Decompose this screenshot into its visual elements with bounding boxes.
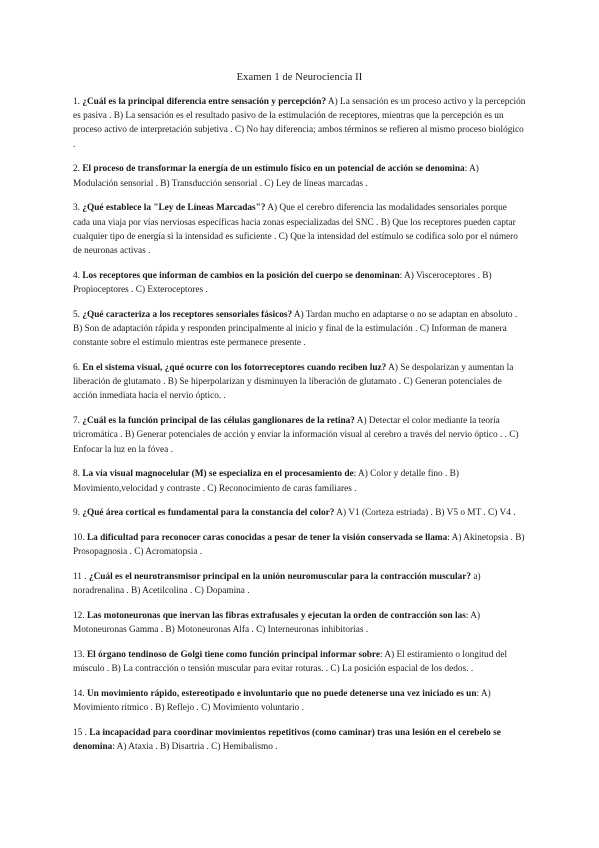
question-separator: .	[82, 533, 87, 544]
question-answers: : A) Movimiento rítmico . B) Reflejo . C) Movimiento voluntario .	[73, 689, 491, 714]
question-item	[73, 648, 526, 676]
question-number: 7	[73, 416, 78, 427]
question-item	[73, 361, 526, 404]
question-separator: .	[82, 728, 90, 739]
question-separator: .	[82, 689, 87, 700]
question-stem: ¿Qué caracteriza a los receptores sensoriales fásicos?	[82, 309, 293, 320]
question-answers: : A) Ataxia . B) Disartria . C) Hemibalismo .	[112, 742, 278, 753]
question-separator: .	[77, 508, 83, 519]
question-separator: .	[77, 416, 83, 427]
question-number: 1	[73, 97, 78, 107]
question-item	[73, 201, 526, 258]
question-stem: Los receptores que informan de cambios en la posición del cuerpo se denominan	[82, 270, 400, 281]
question-separator: .	[77, 203, 83, 214]
question-item	[73, 570, 526, 598]
question-answers: A) Tardan mucho en adaptarse o no se adaptan en absoluto . B) Son de adaptación rápida y responden principalmente al inicio y final de la estimulación . C) Informan de manera constante sobre el estímulo mientras este permanece presente .	[73, 309, 518, 349]
question-number: 9	[73, 508, 78, 519]
question-item	[73, 687, 526, 715]
question-answers: : A) Akinetopsia . B) Prosopagnosia . C) Acromatopsia .	[73, 533, 525, 558]
question-stem: ¿Qué establece la "Ley de Líneas Marcadas"?	[82, 203, 266, 214]
question-number: 8	[73, 469, 78, 480]
question-number: 13	[73, 650, 83, 661]
question-number: 15	[73, 728, 83, 739]
question-stem: El órgano tendinoso de Golgi tiene como función principal informar sobre	[86, 650, 380, 661]
question-item	[73, 308, 526, 351]
question-answers: : A) Modulación sensorial . B) Transducción sensorial . C) Ley de líneas marcadas .	[73, 164, 479, 189]
question-stem: En el sistema visual, ¿qué ocurre con los fotorreceptores cuando reciben luz?	[82, 363, 387, 374]
question-separator: .	[77, 270, 83, 281]
question-item	[73, 269, 526, 297]
question-number: 11	[73, 572, 82, 583]
question-stem: ¿Cuál es la función principal de las células ganglionares de la retina?	[82, 416, 355, 427]
question-separator: .	[77, 363, 83, 374]
question-item	[73, 726, 526, 754]
question-item	[73, 506, 526, 520]
question-stem: Un movimiento rápido, estereotipado e involuntario que no puede detenerse una vez iniciado es un	[86, 689, 477, 700]
question-separator: .	[77, 309, 83, 320]
question-stem: ¿Cuál es el neurotransmisor principal en la unión neuromuscular para la contracción muscular?	[88, 572, 471, 583]
question-answers: A) V1 (Corteza estriada) . B) V5 o MT . C) V4 .	[334, 508, 516, 519]
question-number: 10	[73, 533, 83, 544]
question-separator: .	[81, 572, 89, 583]
question-stem: ¿Qué área cortical es fundamental para la constancia del color?	[82, 508, 335, 519]
question-list	[73, 95, 526, 755]
question-stem: El proceso de transformar la energía de un estímulo físico en un potencial de acción se denomina	[82, 164, 465, 175]
question-item	[73, 531, 526, 559]
question-answers: A) La sensación es un proceso activo y la percepción es pasiva . B) La sensación es el resultado pasivo de la estimulación de receptores, mientras que la percepción es un proceso activo de interpretación subjetiva . C) No hay diferencia; ambos términos se refieren al mismo proceso biológico .	[73, 97, 526, 150]
question-number: 3	[73, 203, 78, 214]
question-answers: : A) Visceroceptores . B) Propioceptores . C) Exteroceptores .	[73, 270, 492, 296]
question-answers: : A) El estiramiento o longitud del músculo . B) La contracción o tensión muscular para evitar roturas. . C) La posición espacial de los dedos. .	[73, 650, 508, 675]
question-separator: .	[77, 97, 83, 107]
question-item	[73, 95, 526, 152]
question-stem: Las motoneuronas que inervan las fibras extrafusales y ejecutan la orden de contracción son las	[86, 611, 466, 622]
question-stem: La vía visual magnocelular (M) se especializa en el procesamiento de	[82, 469, 354, 480]
question-separator: .	[82, 650, 87, 661]
question-answers: : A) Motoneuronas Gamma . B) Motoneuronas Alfa . C) Interneuronas inhibitorias .	[73, 611, 481, 636]
question-answers: A) Que el cerebro diferencia las modalidades sensoriales porque cada una viaja por vías nerviosas específicas hacia zonas especializadas del SNC . B) Que los receptores pueden captar cualquier tipo de energía si la intensidad es suficiente . C) Que la intensidad del estímulo se codifica solo por el número de neuronas activas .	[73, 203, 518, 257]
question-number: 4	[73, 270, 78, 281]
question-number: 5	[73, 309, 78, 320]
question-number: 14	[73, 689, 83, 700]
document-title: Examen 1 de Neurociencia II	[236, 72, 363, 83]
question-item	[73, 467, 526, 495]
question-separator: .	[82, 611, 87, 622]
question-stem: La incapacidad para coordinar movimientos repetitivos (como caminar) tras una lesión en el cerebelo se denomina	[73, 728, 501, 753]
question-separator: .	[77, 469, 83, 480]
question-number: 12	[73, 611, 83, 622]
question-stem: ¿Cuál es la principal diferencia entre sensación y percepción?	[82, 97, 327, 107]
question-item	[73, 609, 526, 637]
question-answers: a) noradrenalina . B) Acetilcolina . C) Dopamina .	[73, 572, 481, 597]
question-stem: La dificultad para reconocer caras conocidas a pesar de tener la visión conservada se llama	[86, 533, 448, 544]
question-item	[73, 162, 526, 190]
question-item	[73, 414, 526, 457]
question-answers: A) Se despolarizan y aumentan la liberación de glutamato . B) Se hiperpolarizan y disminuyen la liberación de glutamato . C) Generan potenciales de acción inmediata hacia el nervio óptico. .	[73, 363, 514, 402]
question-number: 6	[73, 363, 78, 374]
question-number: 2	[73, 164, 78, 175]
question-answers: : A) Color y detalle fino . B) Movimiento,velocidad y contraste . C) Reconocimiento de caras familiares .	[73, 469, 459, 494]
question-answers: A) Detectar el color mediante la teoría tricromática . B) Generar potenciales de acción y enviar la información visual al cerebro a través del nervio óptico . . C) Enfocar la luz en la fóvea .	[73, 416, 519, 455]
question-separator: .	[77, 164, 83, 175]
